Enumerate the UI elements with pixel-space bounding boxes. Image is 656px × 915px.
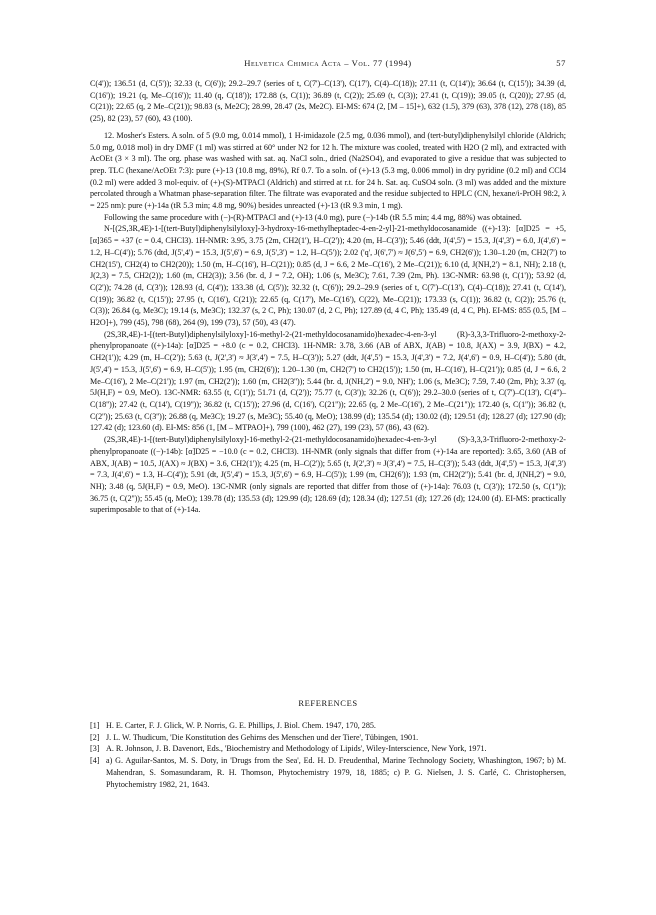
- reference-item: [90, 755, 566, 790]
- reference-item: [90, 743, 566, 755]
- reference-number: [2]: [90, 732, 100, 742]
- reference-item: [90, 720, 566, 732]
- reference-item: [90, 732, 566, 744]
- experimental-text: [90, 78, 566, 516]
- reference-number: [4]: [90, 756, 100, 766]
- paragraph-mosher-esters: 12. Mosher's Esters. A soln. of 5 (9.0 mg, 0.014 mmol), 1 H-imidazole (2.5 mg, 0.036 mmol), and (tert-butyl)diphenylsilyl chloride (Aldrich; 5.0 mg, 0.018 mol) in dry DMF (1 ml) was stirred at 60° under N2 for 12 h. The mixture was cooled, treated with H2O (2 ml), and extracted with AcOEt (3 × 3 ml). The org. phase was washed with sat. aq. NaCl soln., dried (Na2SO4), and evaporated to give a residue that was subjected to prep. TLC (hexane/AcOEt 7:3): pure (+)-13 (10.8 mg, 89%), Rf 0.7. To a soln. of (+)-13 (5.3 mg, 0.006 mmol) in dry pyridine (0.2 ml) and CCl4 (0.2 ml) were added 3 mol-equiv. of (+)-(S)-MTPACl (Aldrich) and stirred at r.t. for 24 h. Sat. aq. CuSO4 soln. (3 ml) was added and the mixture percolated through a Whatman phase-separation filter. The filtrate was evaporated and the residue subjected to HPLC (CN, hexane/i-PrOH 98:2, λ = 225 nm): pure (+)-14a (tR 5.3 min; 4.8 mg, 90%) besides unreacted (+)-13 (tR 9.3 min, 1 mg).: [90, 130, 566, 211]
- paragraph-compound-14b: (2S,3R,4E)-1-[(tert-Butyl)diphenylsilyloxy]-16-methyl-2-(21-methyldocosanamido)hexadec-4-en-3-yl (S)-3,3,3-Trifluoro-2-methoxy-2-phenylpropanoate ((−)-14b): [α]D25 = −10.0 (c = 0.2, CHCl3). 1H-NMR (only signals that differ from (+)-14a are reported): 3.65, 3.60 (AB of ABX, J(AB) = 10.5, J(AX) ≈ J(BX) = 3.6, CH2(1')); 4.25 (m, H–C(2')); 5.65 (t, J(2',3') ≈ J(3',4') = 7.5, H–C(3')); 5.43 (ddt, J(4',5') = 15.3, J(4',3') = 7.3, J(4',6') = 1.3, H–C(4')); 5.91 (dt, J(5',4') = 15.3, J(5',6') = 6.9, H–C(5')); 1.99 (m, CH2(6')); 1.93 (m, CH2(2'')); 5.41 (br. d, J(NH,2') = 9.0, NH); 3.48 (q, 5J(H,F) = 0.9, MeO). 13C-NMR (only signals are reported that differ from those of (+)-14a): 76.03 (t, C(3')); 172.50 (s, C(1'')); 36.75 (t, C(2'')); 55.45 (q, MeO); 139.78 (d); 135.53 (d); 129.99 (d); 128.69 (d); 128.34 (d); 127.51 (d); 127.26 (d); 124.00 (d). EI-MS: practically superimposable to that of (+)-14a.: [90, 435, 566, 515]
- reference-text: J. L. W. Thudicum, 'Die Konstitution des Gehirns des Menschen und der Tiere', Tübingen, 1901.: [106, 732, 419, 742]
- reference-text: a) G. Aguilar-Santos, M. S. Doty, in 'Drugs from the Sea', Ed. H. D. Freudenthal, Marine Technology Society, Whashington, 1967; b) M. Mahendran, S. Somasundaram, R. H. Thomson, Phytochemistry 1979, 18, 1885; c) P. G. Nielsen, J. S. Carlé, C. Christophersen, Phytochemistry 1982, 21, 1643.: [106, 756, 566, 789]
- references-heading: REFERENCES: [298, 698, 358, 708]
- journal-title: Helvetica Chimica Acta – Vol. 77 (1994): [244, 58, 412, 68]
- reference-text: H. E. Carter, F. J. Glick, W. P. Norris, G. E. Phillips, J. Biol. Chem. 1947, 170, 285.: [106, 721, 376, 730]
- paragraph-compound-13: N-[(2S,3R,4E)-1-[(tert-Butyl)diphenylsilyloxy]-3-hydroxy-16-methylheptadec-4-en-2-yl]-21-methyldocosanamide ((+)-13): [α]D25 = +5, [α]365 = +37 (c = 0.4, CHCl3). 1H-NMR: 3.95, 3.75 (2m, CH2(1'), H–C(2')); 4.20 (m, H–C(3')); 5.46 (ddt, J(4',5') = 15.3, J(4',3') = 6.0, J(4',6') = 1.2, H–C(4')); 5.76 (dtd, J(5',4') = 15.3, J(5',6') = 6.9, J(5',3') = 1.2, H–C(5')); 2.02 ('q', J(6',7') ≈ J(6',5') = 6.9, CH2(6')); 1.30–1.20 (m, CH2(7') to CH2(15'), CH2(4) to CH2(20)); 1.50 (m, H–C(16'), H–C(21)); 0.85 (d, J = 6.6, 2 Me–C(16'), 2 Me–C(21)); 6.10 (d, J(NH,2') = 8.1, NH); 2.18 (t, J(2,3) = 7.5, CH2(2)); 1.60 (m, CH2(3)); 3.56 (br. d, J = 7.2, OH); 1.06 (s, Me3C); 7.61, 7.39 (2m, Ph). 13C-NMR: 63.98 (t, C(1')); 53.92 (d, C(2')); 74.28 (d, C(3')); 128.93 (d, C(4')); 133.38 (d, C(5')); 32.32 (t, C(6')); 29.2–29.9 (series of t, C(7')–C(13'), C(4)–C(18)); 27.41 (t, C(14'), C(19)); 36.82 (t, C(15')); 27.95 (t, C(16'), C(21)); 22.65 (q, C(17'), Me–C(16'), C(22), Me–C(21)); 173.33 (s, C(1)); 36.82 (t, C(2)); 25.76 (t, C(3)); 26.84 (q, Me3C); 19.14 (s, Me3C); 132.37 (s, 2 C, Ph); 130.07 (d, 2 C, Ph); 127.89 (d, 4 C, Ph); 135.49 (d, 4 C, Ph). EI-MS: 855 (0.5, [M – H2O]+), 799 (45), 798 (68), 264 (9), 199 (73), 57 (50), 43 (47).: [90, 224, 566, 328]
- paragraph-nmr-continuation: C(4')); 136.51 (d, C(5')); 32.33 (t, C(6')); 29.2–29.7 (series of t, C(7')–C(13'), C(17'), C(4)–C(18)); 27.11 (t, C(14')); 36.64 (t, C(15')); 34.39 (d, C(16')); 19.21 (q, Me–C(16')); 11.40 (q, C(18')); 172.88 (s, C(1)); 36.89 (t, C(2)); 25.69 (t, C(3)); 27.41 (t, C(19)); 39.05 (t, C(20)); 27.95 (d, C(21)); 22.65 (q, 2 Me–C(21)); 98.83 (s, Me2C); 28.99, 28.47 (2s, Me2C). EI-MS: 674 (2, [M – 15]+), 632 (1.5), 379 (63), 378 (12), 278 (18), 85 (25), 82 (23), 57 (60), 43 (100).: [90, 79, 566, 124]
- paragraph-compound-14a: (2S,3R,4E)-1-[(tert-Butyl)diphenylsilyloxy]-16-methyl-2-(21-methyldocosanamido)hexadec-4-en-3-yl (R)-3,3,3-Trifluoro-2-methoxy-2-phenylpropanoate ((+)-14a): [α]D25 = +8.0 (c = 0.2, CHCl3). 1H-NMR: 3.78, 3.66 (AB of ABX, J(AB) = 10.8, J(AX) = 3.9, J(BX) = 4.2, CH2(1')); 4.29 (m, H–C(2')); 5.63 (t, J(2',3') ≈ J(3',4') = 7.5, H–C(3')); 5.27 (ddt, J(4',5') = 15.3, J(4',3') = 7.2, J(4',6') = 0.9, H–C(4')); 5.80 (dt, J(5',4') = 15.3, J(5',6') = 6.9, H–C(5')); 1.95 (m, CH2(6')); 1.20–1.30 (m, CH2(7') to CH2(15')); 1.50 (m, H–C(16'), H–C(21')); 0.85 (d, J = 6.6, 2 Me–C(16'), 2 Me–C(21')); 1.97 (m, CH2(2')); 1.60 (m, CH2(3'')); 5.44 (br. d, J(NH,2') = 9.0, NH'); 1.06 (s, Me3C); 7.59, 7.40 (2m, Ph); 3.37 (q, 5J(H,F) = 0.9, MeO). 13C-NMR: 63.55 (t, C(1')); 51.71 (d, C(2')); 75.77 (t, C(3')); 32.26 (t, C(6')); 29.2–30.0 (series of t, C(7')–C(13'), C(4'')–C(18'')); 27.42 (t, C(14'), C(19'')); 36.82 (t, C(15')); 27.96 (d, C(16'), C(21'')); 22.65 (q, 2 Me–C(16'), 2 Me–C(21'')); 172.40 (s, C(1'')); 36.82 (t, C(2'')); 25.63 (t, C(3'')); 26.88 (q, Me3C); 19.27 (s, Me3C); 55.40 (q, MeO); 138.99 (d); 135.54 (d); 130.02 (d); 129.51 (d); 128.27 (d); 127.90 (d); 127.42 (d); 123.60 (d). EI-MS: 856 (1, [M – MTPAO]+), 799 (100), 462 (27), 199 (23), 57 (86), 43 (62).: [90, 329, 566, 433]
- reference-text: A. R. Johnson, J. B. Davenort, Eds., 'Biochemistry and Methodology of Lipids', Wiley-Interscience, New York, 1971.: [106, 744, 487, 754]
- reference-list: [90, 720, 566, 790]
- page-number: 57: [556, 58, 566, 68]
- paragraph-procedure-14b: Following the same procedure with (−)-(R)-MTPACl and (+)-13 (4.0 mg), pure (−)-14b (tR 5.5 min; 4.4 mg, 88%) was obtained.: [104, 212, 522, 222]
- reference-number: [1]: [90, 721, 100, 730]
- reference-number: [3]: [90, 744, 100, 754]
